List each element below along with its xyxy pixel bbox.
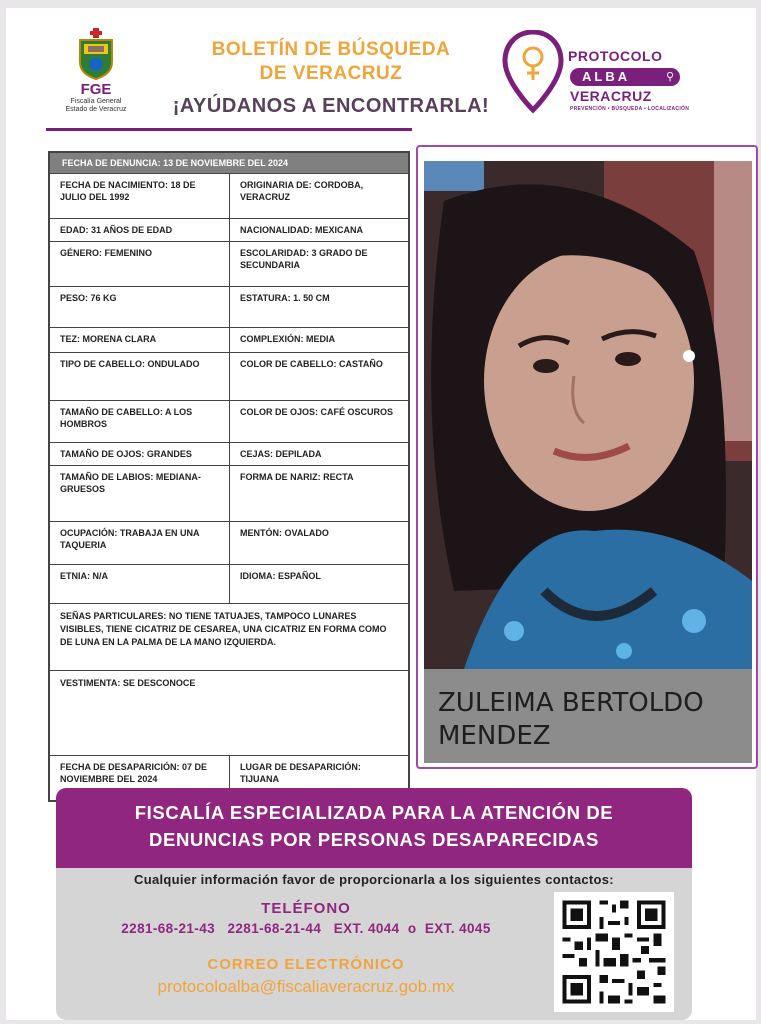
origin: ORIGINARIA DE: CORDOBA, VERACRUZ [229, 174, 408, 218]
occupation: OCUPACIÓN: TRABAJA EN UNA TAQUERIA [60, 528, 200, 550]
denuncia-date: FECHA DE DENUNCIA: 13 DE NOVIEMBRE DEL 2024 [50, 153, 408, 174]
weight: PESO: 76 KG [60, 293, 117, 303]
table-row [50, 466, 408, 522]
fge-name-line2: Estado de Veracruz [65, 106, 127, 113]
protocolo-alba-logo [502, 28, 692, 118]
lip-size: TAMAÑO DE LABIOS: MEDIANA-GRUESOS [60, 472, 201, 494]
ethnicity: ETNIA: N/A [60, 571, 108, 581]
alba-pill [570, 68, 680, 86]
phone-numbers[interactable]: 2281-68-21-43 2281-68-21-44 EXT. 4044 o EXT. 4045 [121, 921, 491, 936]
eye-size: TAMAÑO DE OJOS: GRANDES [60, 449, 192, 459]
name-line1: ZULEIMA BERTOLDO [438, 688, 704, 718]
birth-date: FECHA DE NACIMIENTO: 18 DE JULIO DEL 1992 [60, 180, 196, 202]
header-divider [46, 128, 412, 131]
missing-person-details [48, 151, 410, 802]
email-link[interactable]: protocoloalba@fiscaliaveracruz.gob.mx [157, 977, 455, 996]
chin: MENTÓN: OVALADO [229, 522, 408, 564]
build: COMPLEXIÓN: MEDIA [229, 328, 408, 352]
fge-name-line1: Fiscalía General [70, 98, 122, 105]
bulletin-title [146, 38, 516, 118]
table-row [50, 219, 408, 242]
table-row [50, 522, 408, 565]
table-row [50, 242, 408, 287]
help-subtitle: ¡AYÚDANOS A ENCONTRARLA! [172, 95, 490, 117]
person-photo [424, 161, 752, 669]
veracruz-shield-icon [76, 28, 116, 80]
nationality: NACIONALIDAD: MEXICANA [229, 219, 408, 241]
banner-line2: DENUNCIAS POR PERSONAS DESAPARECIDAS [149, 829, 599, 850]
table-row [50, 671, 408, 756]
contact-intro: Cualquier información favor de proporcionarla a los siguientes contactos: [134, 872, 614, 887]
eyebrows: CEJAS: DEPILADA [229, 443, 408, 465]
title-line1: BOLETÍN DE BÚSQUEDA [211, 39, 451, 60]
qr-code-icon[interactable] [554, 892, 674, 1012]
table-row [50, 287, 408, 328]
phone-heading: TELÉFONO [261, 900, 351, 917]
email-heading: CORREO ELECTRÓNICO [207, 956, 405, 973]
table-row [50, 328, 408, 353]
alba-name: ALBA [582, 69, 631, 84]
alba-tagline: PREVENCIÓN • BÚSQUEDA • LOCALIZACIÓN [570, 106, 690, 112]
name-line2: MENDEZ [438, 721, 551, 751]
photo-frame [416, 145, 758, 769]
bulletin-page [6, 8, 756, 1020]
gender: GÉNERO: FEMENINO [60, 248, 153, 258]
disappearance-place: LUGAR DE DESAPARICIÓN: TIJUANA [229, 756, 408, 800]
fge-abbreviation: FGE [80, 81, 112, 98]
nose-shape: FORMA DE NARIZ: RECTA [229, 466, 408, 521]
clothing: VESTIMENTA: SE DESCONOCE [60, 678, 196, 688]
person-name [438, 687, 704, 753]
disappearance-date: FECHA DE DESAPARICIÓN: 07 DE NOVIEMBRE DEL 2024 [60, 762, 208, 784]
hair-type: TIPO DE CABELLO: ONDULADO [60, 359, 200, 369]
hair-length: TAMAÑO DE CABELLO: A LOS HOMBROS [60, 407, 193, 429]
language: IDIOMA: ESPAÑOL [229, 565, 408, 603]
table-row [50, 604, 408, 671]
table-row [50, 443, 408, 466]
table-row [50, 353, 408, 401]
schooling: ESCOLARIDAD: 3 GRADO DE SECUNDARIA [229, 242, 408, 286]
alba-state: VERACRUZ [570, 88, 652, 104]
table-row [50, 174, 408, 219]
age: EDAD: 31 AÑOS DE EDAD [60, 225, 173, 235]
height: ESTATURA: 1. 50 CM [229, 287, 408, 327]
banner-line1: FISCALÍA ESPECIALIZADA PARA LA ATENCIÓN DE [134, 802, 614, 823]
alba-protocol-label: PROTOCOLO [568, 48, 663, 64]
eye-color: COLOR DE OJOS: CAFÉ OSCUROS [229, 401, 408, 442]
fge-logo [56, 28, 136, 114]
table-row [50, 565, 408, 604]
title-line2: DE VERACRUZ [259, 63, 403, 84]
hair-color: COLOR DE CABELLO: CASTAÑO [229, 353, 408, 400]
skin-tone: TEZ: MORENA CLARA [60, 334, 157, 344]
table-row [50, 401, 408, 443]
magnifier-icon: ⚲ [665, 71, 674, 83]
female-pin-icon [502, 30, 564, 114]
fiscalia-banner [56, 788, 692, 868]
contact-panel [56, 868, 692, 1020]
distinguishing-marks: SEÑAS PARTICULARES: NO TIENE TATUAJES, TAMPOCO LUNARES VISIBLES, TIENE CICATRIZ DE CESAREA, UNA CICATRIZ EN FORMA COMO DE LUNA EN LA PALMA DE LA MANO IZQUIERDA. [60, 611, 387, 647]
person-name-box [424, 669, 752, 763]
